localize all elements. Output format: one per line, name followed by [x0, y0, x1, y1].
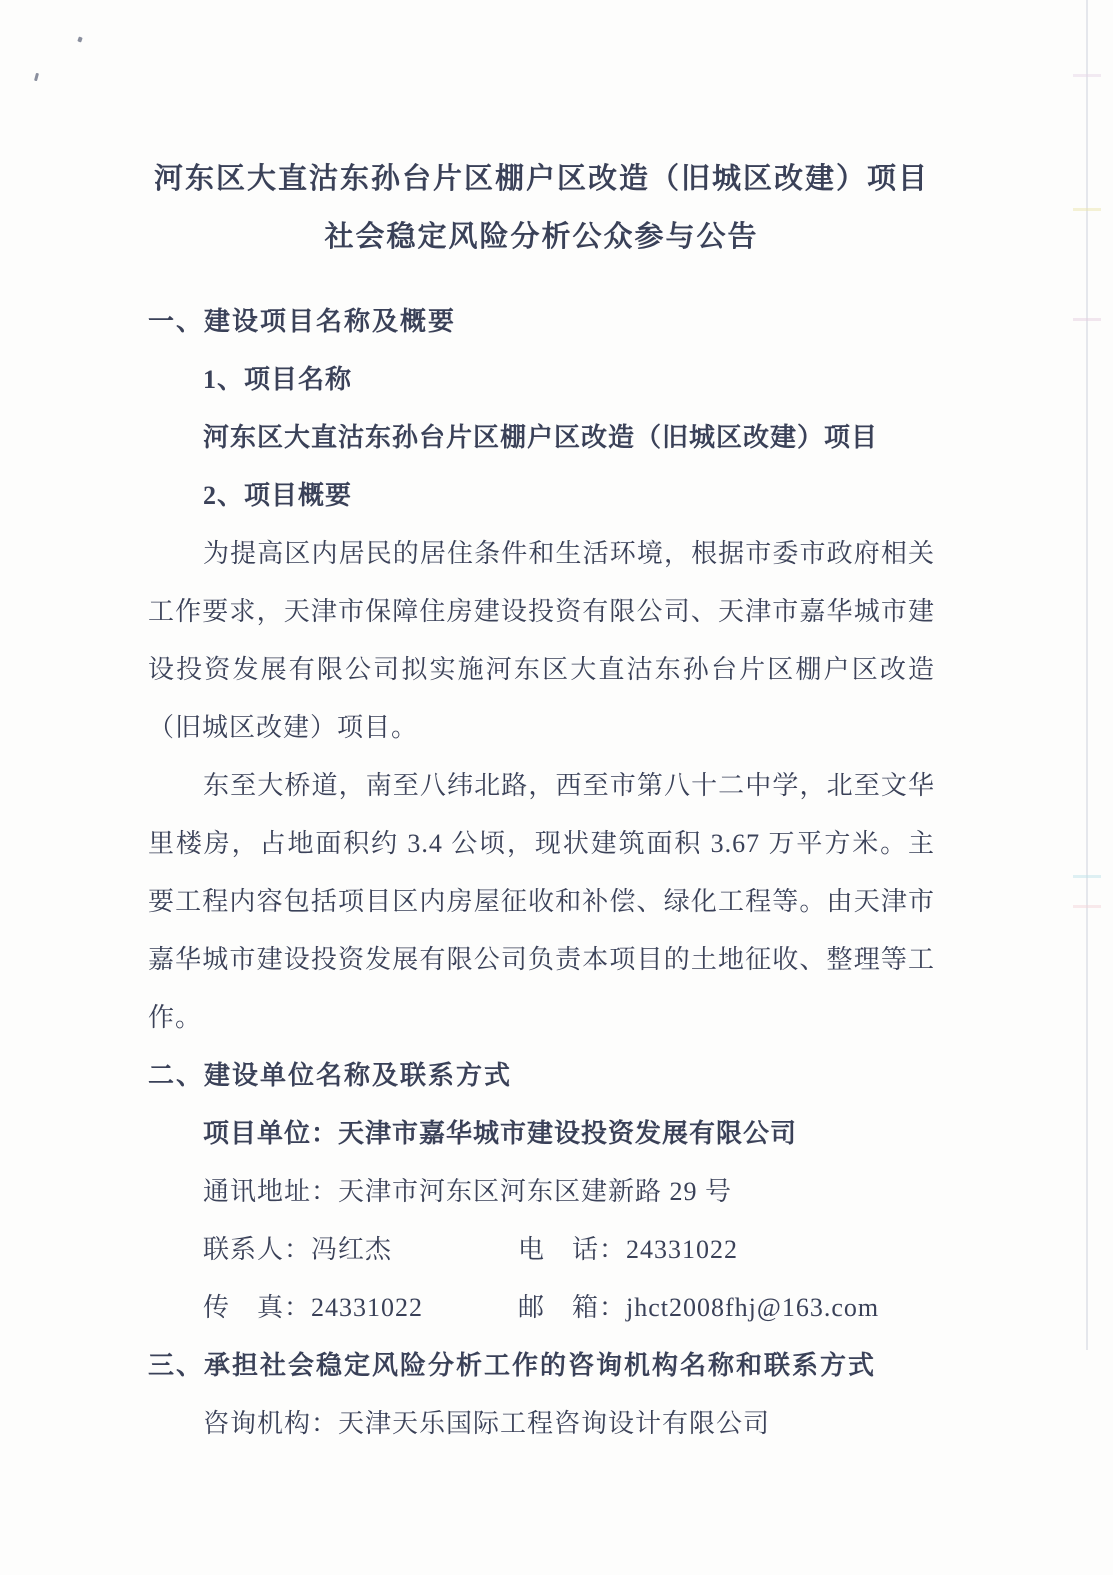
email-value: jhct2008fhj@163.com	[626, 1293, 880, 1322]
section3-heading: 三、承担社会稳定风险分析工作的咨询机构名称和联系方式	[148, 1351, 877, 1380]
project-summary-paragraph-2: 东至大桥道，南至八纬北路，西至市第八十二中学，北至文华里楼房，占地面积约 3.4 公顷，现状建筑面积 3.67 万平方米。主要工程内容包括项目区内房屋征收和补偿、绿化工程等。由天津市嘉华城市建设投资发展有限公司负责本项目的土地征收、整理等工作。	[148, 771, 935, 1032]
document-body	[148, 150, 935, 1453]
consultant-row	[148, 1395, 935, 1453]
project-summary-item-label: 2、项目概要	[203, 481, 353, 510]
scan-artifact-tick	[1073, 208, 1101, 211]
section2-heading: 二、建设单位名称及联系方式	[148, 1061, 513, 1090]
consultant-label: 咨询机构：	[203, 1409, 339, 1438]
scan-artifact-tick	[1073, 905, 1101, 908]
phone-label: 电 话：	[518, 1235, 627, 1264]
fax-pair	[203, 1279, 518, 1337]
section1-heading: 一、建设项目名称及概要	[148, 307, 457, 336]
scan-artifact-tick	[1073, 875, 1101, 878]
document-title	[148, 150, 935, 266]
contact-value: 冯红杰	[311, 1235, 393, 1264]
email-pair	[518, 1279, 935, 1337]
contact-phone-row	[148, 1221, 935, 1279]
project-unit-label: 项目单位：	[203, 1119, 339, 1148]
consultant-value: 天津天乐国际工程咨询设计有限公司	[338, 1409, 771, 1438]
phone-value: 24331022	[626, 1235, 739, 1264]
title-line-1: 河东区大直沽东孙台片区棚户区改造（旧城区改建）项目	[153, 163, 929, 195]
contact-pair	[203, 1221, 518, 1279]
fax-label: 传 真：	[203, 1293, 312, 1322]
title-line-2: 社会稳定风险分析公众参与公告	[324, 221, 759, 253]
fax-email-row	[148, 1279, 935, 1337]
scan-speck	[77, 36, 82, 42]
address-label: 通讯地址：	[203, 1177, 339, 1206]
email-label: 邮 箱：	[518, 1293, 627, 1322]
project-unit-value: 天津市嘉华城市建设投资发展有限公司	[338, 1119, 798, 1148]
scan-speck	[34, 73, 39, 82]
scan-artifact-tick	[1073, 74, 1101, 77]
project-unit-row	[148, 1105, 935, 1163]
project-name-value: 河东区大直沽东孙台片区棚户区改造（旧城区改建）项目	[203, 423, 879, 452]
project-name-item-label: 1、项目名称	[203, 365, 353, 394]
contact-label: 联系人：	[203, 1235, 312, 1264]
address-row	[148, 1163, 935, 1221]
scan-artifact-tick	[1073, 318, 1101, 321]
address-value: 天津市河东区河东区建新路 29 号	[338, 1177, 733, 1206]
scan-edge-artifact-line	[1086, 0, 1088, 1350]
fax-value: 24331022	[311, 1293, 424, 1322]
phone-pair	[518, 1221, 935, 1279]
project-summary-paragraph-1: 为提高区内居民的居住条件和生活环境，根据市委市政府相关工作要求，天津市保障住房建设投资有限公司、天津市嘉华城市建设投资发展有限公司拟实施河东区大直沽东孙台片区棚户区改造（旧城区改建）项目。	[148, 539, 935, 742]
